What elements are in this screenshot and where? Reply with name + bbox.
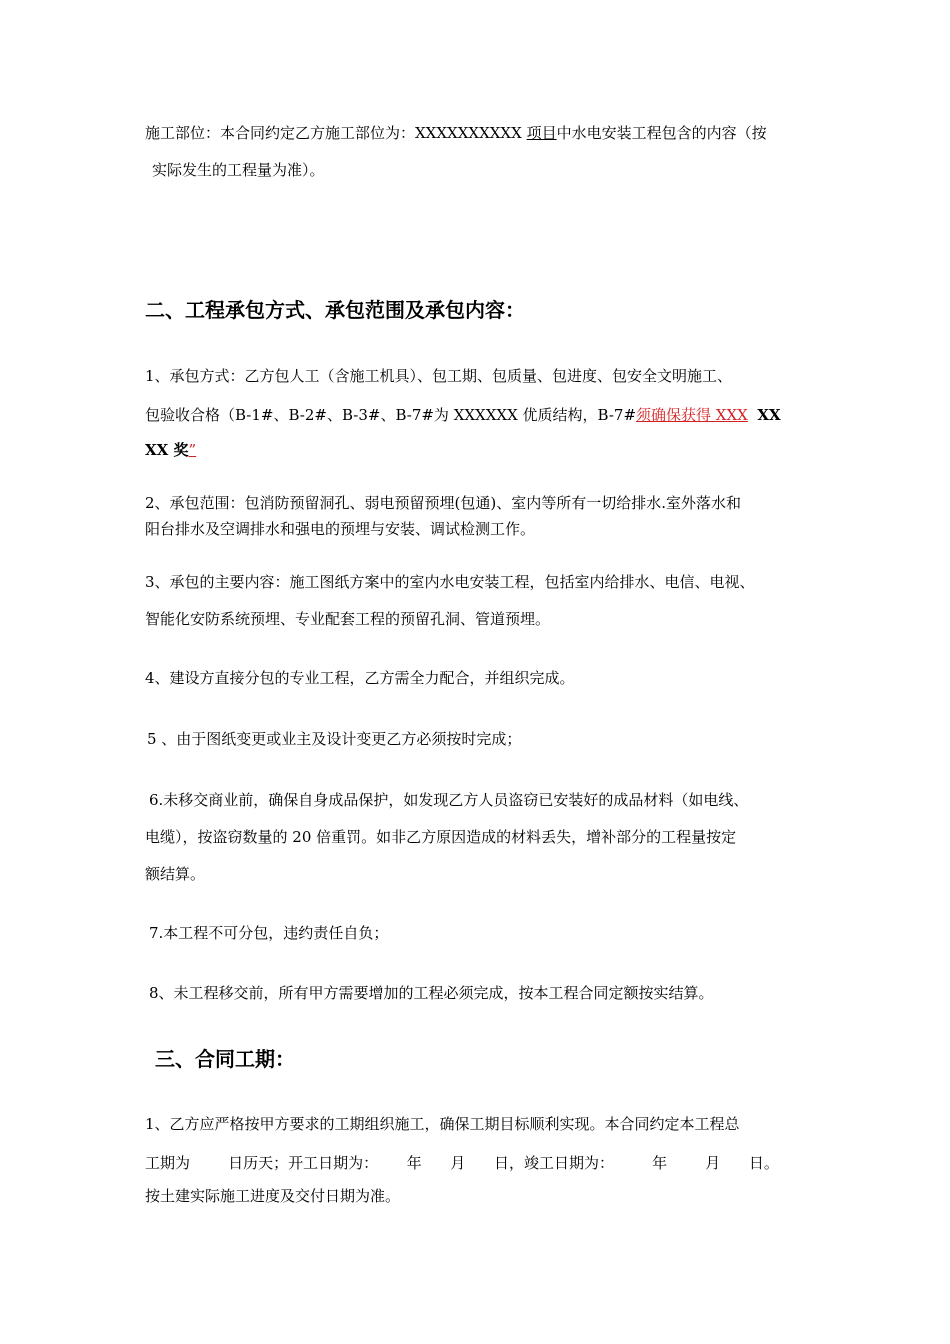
construction-scope-text-a: 施工部位：本合同约定乙方施工部位为：XXXXXXXXXX — [145, 124, 527, 142]
section-two-heading: 二、工程承包方式、承包范围及承包内容： — [145, 298, 525, 322]
item1-line-1: 1、承包方式：乙方包人工（含施工机具）、包工期、包质量、包进度、包安全文明施工、 — [145, 367, 733, 385]
item2-line-2: 阳台排水及空调排水和强电的预埋与安装、调试检测工作。 — [145, 520, 536, 538]
item6-line-1: 6.未移交商业前，确保自身成品保护，如发现乙方人员盗窃已安装好的成品材料（如电线、 — [149, 791, 749, 809]
construction-scope-line-1 — [145, 123, 767, 143]
schedule-line-1: 1、乙方应严格按甲方要求的工期组织施工，确保工期目标顺利实现。本合同约定本工程总 — [145, 1115, 740, 1133]
item6-line-3: 额结算。 — [145, 865, 206, 883]
item1-line-3 — [145, 440, 196, 460]
award-requirement-red-text: 须确保获得 XXX — [636, 406, 748, 424]
item7-line: 7.本工程不可分包，违约责任自负； — [149, 924, 389, 942]
project-underlined-text: 项目 — [526, 124, 557, 142]
award-bold-text-a: XX — [757, 406, 781, 424]
schedule-line-3: 按土建实际施工进度及交付日期为准。 — [145, 1187, 401, 1205]
award-quote-mark: ” — [188, 441, 197, 459]
item5-line: 5 、由于图纸变更或业主及设计变更乙方必须按时完成； — [147, 730, 522, 748]
award-bold-text-b: XX 奖 — [145, 441, 189, 459]
section-three-heading: 三、合同工期： — [155, 1047, 295, 1071]
item1-line-2 — [145, 405, 781, 425]
item4-line: 4、建设方直接分包的专业工程，乙方需全力配合，并组织完成。 — [145, 669, 575, 687]
construction-scope-line-2: 实际发生的工程量为准）。 — [152, 161, 325, 179]
item8-line: 8、未工程移交前，所有甲方需要增加的工程必须完成，按本工程合同定额按实结算。 — [149, 984, 714, 1002]
schedule-line-2: 工期为 日历天；开工日期为： 年 月 日，竣工日期为： 年 月 日。 — [145, 1154, 779, 1172]
item1-line-2-text: 包验收合格（B-1#、B-2#、B-3#、B-7#为 XXXXXX 优质结构，B-7# — [145, 406, 637, 424]
item3-line-1: 3、承包的主要内容：施工图纸方案中的室内水电安装工程，包括室内给排水、电信、电视、 — [145, 573, 755, 591]
item3-line-2: 智能化安防系统预埋、专业配套工程的预留孔洞、管道预埋。 — [145, 610, 551, 628]
item6-line-2: 电缆），按盗窃数量的 20 倍重罚。如非乙方原因造成的材料丢失，增补部分的工程量按定 — [145, 828, 737, 846]
item2-line-1: 2、承包范围：包消防预留洞孔、弱电预留预埋(包通)、室内等所有一切给排水.室外落水和 — [145, 494, 742, 512]
construction-scope-text-b: 中水电安装工程包含的内容（按 — [556, 124, 767, 142]
